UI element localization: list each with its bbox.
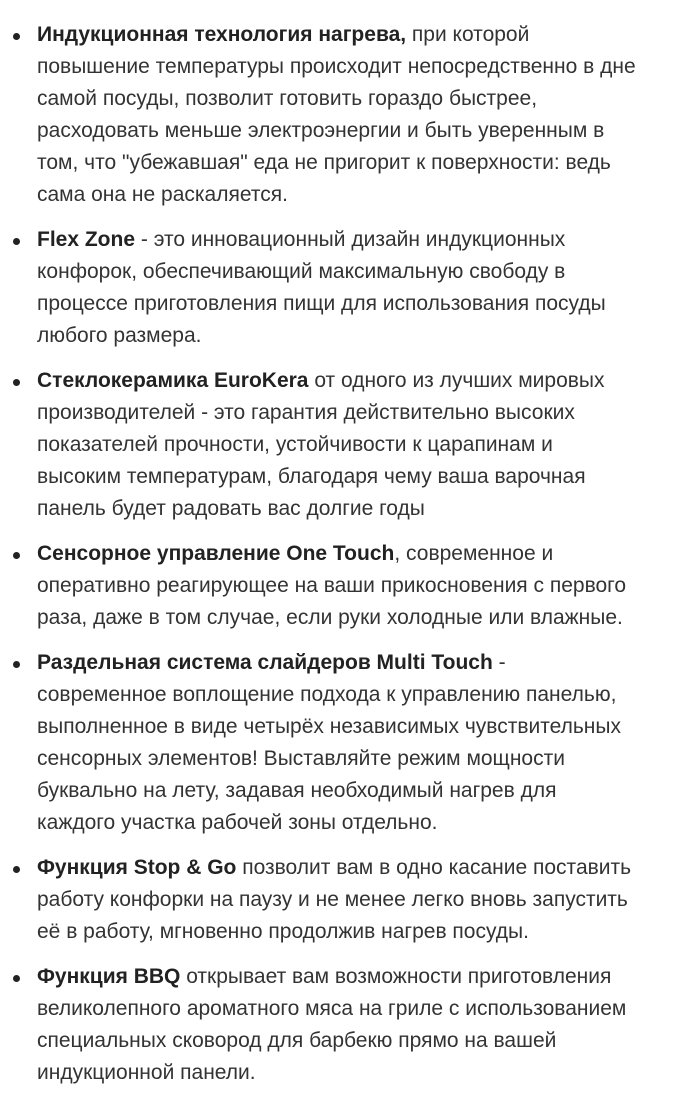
feature-text: позволит вам в одно касание поставить (236, 856, 632, 879)
bullet-icon (13, 33, 20, 40)
feature-title: Функция BBQ (37, 965, 181, 988)
feature-text: - (492, 651, 506, 674)
feature-item-stop-and-go (0, 852, 676, 948)
bullet-icon (13, 238, 20, 245)
feature-text: современное воплощение подхода к управлению панелью, (37, 683, 617, 706)
bullet-icon (13, 866, 20, 873)
bullet-icon (13, 379, 20, 386)
bullet-icon (13, 661, 20, 668)
feature-text: специальных сковород для барбекю прямо на вашей (37, 1029, 557, 1052)
feature-title: Раздельная система слайдеров Multi Touch (37, 651, 493, 674)
feature-item-one-touch (0, 538, 676, 634)
feature-text: открывает вам возможности приготовления (180, 965, 612, 988)
feature-list (0, 19, 676, 1089)
feature-text: от одного из лучших мировых (308, 369, 605, 392)
feature-text: сама она не раскаляется. (37, 183, 288, 206)
feature-title: Функция Stop & Go (37, 856, 237, 879)
feature-text: раза, даже в том случае, если руки холодные или влажные. (37, 606, 623, 629)
feature-text: сенсорных элементов! Выставляйте режим мощности (37, 747, 565, 770)
feature-text: том, что "убежавшая" еда не пригорит к поверхности: ведь (37, 151, 611, 174)
feature-text: , современное и (394, 542, 554, 565)
feature-text: производителей - это гарантия действительно высоких (37, 401, 575, 424)
feature-text: высоким температурам, благодаря чему ваша варочная (37, 465, 586, 488)
feature-text: конфорок, обеспечивающий максимальную свободу в (37, 260, 566, 283)
feature-title: Flex Zone (37, 228, 136, 251)
feature-text: великолепного ароматного мяса на гриле с использованием (37, 997, 627, 1020)
feature-item-bbq (0, 961, 676, 1089)
feature-text: показателей прочности, устойчивости к царапинам и (37, 433, 553, 456)
feature-text: - это инновационный дизайн индукционных (135, 228, 566, 251)
feature-text: панель будет радовать вас долгие годы (37, 497, 425, 520)
feature-text: индукционной панели. (37, 1061, 256, 1084)
feature-item-multi-touch (0, 647, 676, 839)
feature-text: любого размера. (37, 324, 202, 347)
feature-item-glass-ceramic (0, 365, 676, 525)
feature-text: при которой (406, 23, 530, 46)
feature-title: Сенсорное управление One Touch (37, 542, 395, 565)
feature-text: процессе приготовления пищи для использования посуды (37, 292, 606, 315)
bullet-icon (13, 975, 20, 982)
feature-item-flex-zone (0, 224, 676, 352)
feature-text: оперативно реагирующее на ваши прикосновения с первого (37, 574, 627, 597)
feature-text: выполненное в виде четырёх независимых чувствительных (37, 715, 621, 738)
feature-text: самой посуды, позволит готовить гораздо быстрее, (37, 87, 538, 110)
feature-item-induction (0, 19, 676, 211)
feature-text: каждого участка рабочей зоны отдельно. (37, 811, 438, 834)
feature-text: расходовать меньше электроэнергии и быть уверенным в (37, 119, 605, 142)
feature-text: повышение температуры происходит непосредственно в дне (37, 55, 636, 78)
feature-text: работу конфорки на паузу и не менее легко вновь запустить (37, 888, 628, 911)
feature-text: буквально на лету, задавая необходимый нагрев для (37, 779, 557, 802)
feature-text: её в работу, мгновенно продолжив нагрев посуды. (37, 920, 529, 943)
feature-title: Индукционная технология нагрева, (37, 23, 407, 46)
bullet-icon (13, 552, 20, 559)
feature-title: Стеклокерамика EuroKera (37, 369, 309, 392)
